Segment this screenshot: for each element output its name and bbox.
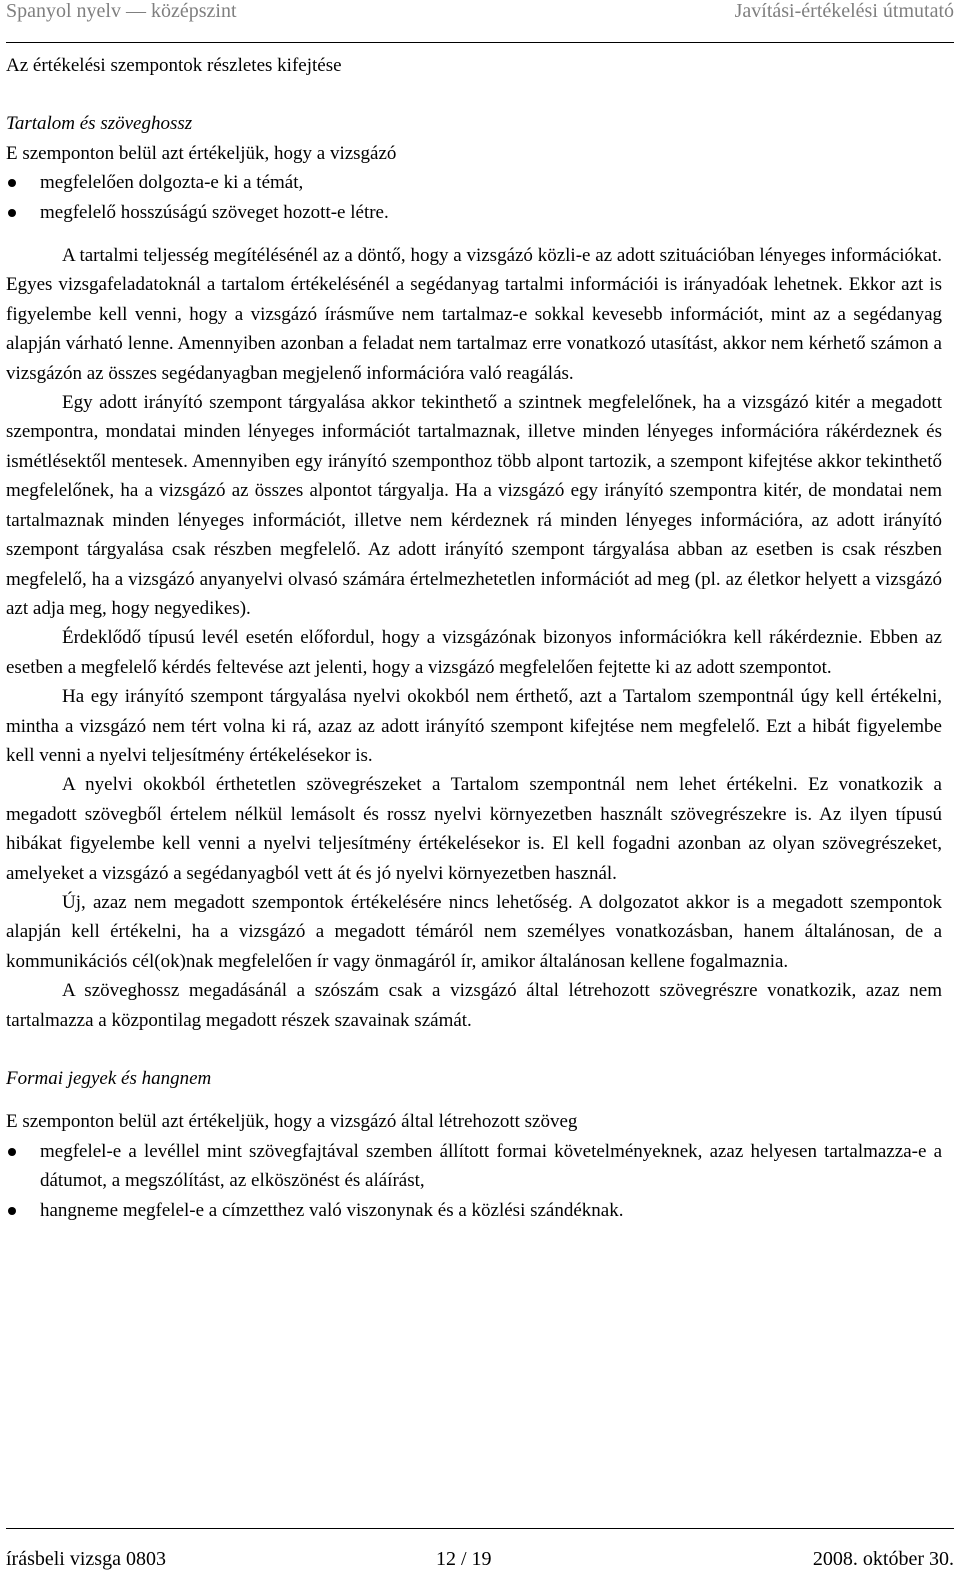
content-intro: E szemponton belül azt értékeljük, hogy a vizsgázó (6, 142, 397, 164)
list-item: megfelel-e a levéllel mint szövegfajtával szemben állított formai követelményeknek, azaz helyesen tartalmazza-e a dátumot, a megszólítást, az elköszönést és aláírást, (6, 1137, 942, 1196)
bullet-icon (8, 1148, 16, 1156)
page-footer (6, 1528, 954, 1589)
paragraph: A tartalmi teljesség megítélésénél az a döntő, hogy a vizsgázó közli-e az adott szituációban lényeges információkat. Egyes vizsgafeladatoknál a tartalom értékelésénél a segédanyag tartalmi információi is irányadóak lehetnek. Ekkor azt is figyelembe kell venni, hogy a vizsgázó írásműve nem tartalmaz-e sokkal kevesebb információt, mint az a segédanyag alapján várható lenne. Amennyiben azonban a feladat nem tartalmaz erre vonatkozó utasítást, akkor nem kérhető számon a vizsgázón az összes segédanyagban megjelenő információra való reagálás. (6, 245, 942, 384)
page-content (6, 51, 942, 1225)
header-subject: Spanyol nyelv — középszint (6, 0, 237, 22)
subhead-form: Formai jegyek és hangnem (6, 1068, 212, 1089)
paragraph: A nyelvi okokból érthetetlen szövegrészeket a Tartalom szempontnál nem lehet értékelni. Ez vonatkozik a megadott szövegből értelem nélkül lemásolt és rossz nyelvi környezetben használt szövegrészekre is. Az ilyen típusú hibákat figyelembe kell venni a nyelvi teljesítmény értékelésekor is. El kell fogadni azonban az olyan szövegrészeket, amelyeket a vizsgázó a segédanyagból vett át és jó nyelvi környezetben használ. (6, 774, 942, 884)
paragraph: Érdeklődő típusú levél esetén előfordul, hogy a vizsgázónak bizonyos információkra kell rákérdeznie. Ebben az esetben a megfelelő kérdés feltevése azt jelenti, hogy a vizsgázó megfelelően fejtette ki az adott szempontot. (6, 627, 942, 678)
paragraph: A szöveghossz megadásánál a szószám csak a vizsgázó által létrehozott szövegrészre vonatkozik, azaz nem tartalmazza a központilag megadott részek szavainak számát. (6, 980, 942, 1031)
list-item: megfelelő hosszúságú szöveget hozott-e létre. (6, 198, 942, 227)
subhead-content: Tartalom és szöveghossz (6, 113, 193, 135)
paragraph: Egy adott irányító szempont tárgyalása akkor tekinthető a szintnek megfelelőnek, ha a vizsgázó kitér a megadott szempontra, mondatai minden lényeges információt tartalmaznak, illetve minden lényeges információra rákérdeznek és ismétlésektől mentesek. Amennyiben egy irányító szemponthoz több alpont tartozik, a szempont kifejtése akkor tekinthető megfelelőnek, ha a vizsgázó az összes alpontot tárgyalja. Ha a vizsgázó egy irányító szempontra kitér, de mondatai nem tartalmaznak minden lényeges információt, illetve nem kérdeznek rá minden lényeges információra, az adott irányító szempont tárgyalása csak részben megfelelő. Az adott irányító szempont tárgyalása abban az esetben is csak részben megfelelő, ha a vizsgázó anyanyelvi olvasó számára értelmezhetetlen információt ad meg (pl. az életkor helyett a vizsgázó azt adja meg, hogy negyedikes). (6, 392, 942, 619)
footer-date: 2008. október 30. (812, 1548, 954, 1570)
form-intro: E szemponton belül azt értékeljük, hogy a vizsgázó által létrehozott szöveg (6, 1111, 578, 1133)
header-doc-type: Javítási-értékelési útmutató (734, 0, 954, 22)
bullet-icon (8, 209, 16, 217)
bullet-icon (8, 1207, 16, 1215)
footer-exam-code: írásbeli vizsga 0803 (6, 1548, 166, 1570)
section-title: Az értékelési szempontok részletes kifejtése (6, 55, 342, 76)
bullet-icon (8, 179, 16, 187)
list-item: hangneme megfelel-e a címzetthez való viszonynak és a közlési szándéknak. (6, 1196, 942, 1225)
form-bullet-list (6, 1137, 942, 1225)
list-item: megfelelően dolgozta-e ki a témát, (6, 168, 942, 197)
footer-page-number: 12 / 19 (436, 1548, 492, 1570)
page-header (6, 0, 954, 43)
paragraph: Új, azaz nem megadott szempontok értékelésére nincs lehetőség. A dolgozatot akkor is a megadott szempontok alapján kell értékelni, ha a vizsgázó a megadott témáról nem személyes vonatkozásban, hanem általánosan, de a kommunikációs cél(ok)nak megfelelően ír vagy önmagáról ír, amikor általánosan kellene fogalmaznia. (6, 891, 942, 972)
paragraph: Ha egy irányító szempont tárgyalása nyelvi okokból nem érthető, azt a Tartalom szempontnál úgy kell értékelni, mintha a vizsgázó nem tért volna ki rá, azaz az adott irányító szempont kifejtése nem megfelelő. Ezt a hibát figyelembe kell venni a nyelvi teljesítmény értékelésekor is. (6, 686, 942, 766)
content-bullet-list (6, 168, 942, 227)
